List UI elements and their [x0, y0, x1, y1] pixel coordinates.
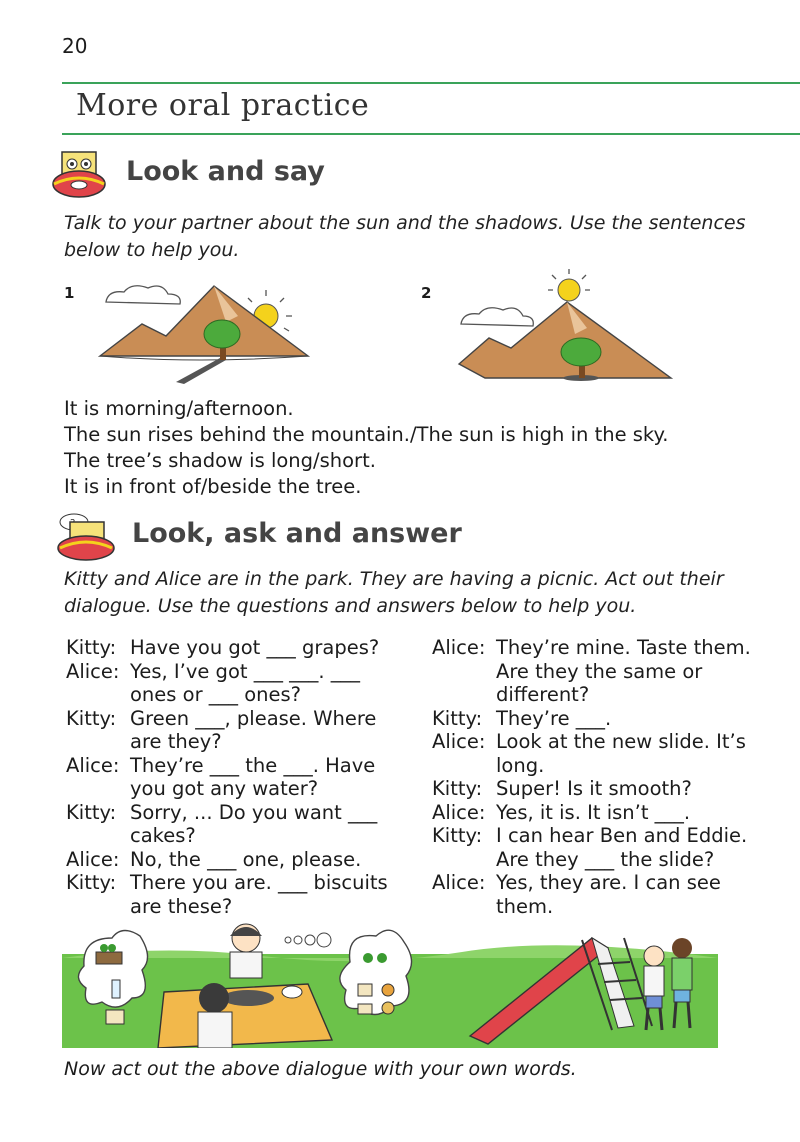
dialogue-turn	[66, 848, 416, 872]
dialogue-line: them.	[496, 894, 554, 918]
speaker: Alice:	[66, 847, 120, 871]
speaker: Kitty:	[432, 777, 483, 800]
park-picnic-illustration	[62, 918, 718, 1048]
dialogue-line: different?	[496, 683, 590, 706]
dialogue-line: cakes?	[130, 824, 196, 847]
dialogue-turn	[66, 754, 416, 801]
dialogue-line: Green ___, please. Where	[130, 706, 377, 730]
dialogue-line: Are they ___ the slide?	[496, 847, 715, 871]
dialogue-line: Have you got ___ grapes?	[130, 636, 380, 659]
sun-icon	[548, 269, 590, 301]
dialogue-turn	[66, 801, 416, 848]
page-number: 20	[62, 34, 88, 58]
cloud-icon	[461, 308, 533, 326]
dialogue-line: Are they the same or	[496, 659, 703, 683]
dialogue-turn	[432, 824, 782, 871]
speaker: Kitty:	[432, 706, 483, 730]
dialogue-turn	[432, 801, 782, 825]
figure-2-noon	[455, 268, 677, 388]
look-and-say-icon	[48, 150, 110, 200]
dialogue-turn	[432, 777, 782, 801]
dialogue-line: Yes, it is. It isn’t ___.	[496, 800, 691, 824]
dialogue-turn	[432, 871, 782, 918]
look-ask-answer-title: Look, ask and answer	[132, 518, 462, 549]
dialogue-line: are they?	[130, 730, 222, 753]
speaker: Kitty:	[66, 871, 117, 894]
speaker: Alice:	[432, 800, 486, 824]
speaker: Alice:	[432, 871, 486, 894]
dialogue-turn	[66, 871, 416, 918]
dialogue-line: long.	[496, 753, 545, 777]
speaker: Alice:	[432, 730, 486, 753]
speaker: Alice:	[66, 659, 120, 683]
final-instruction: Now act out the above dialogue with your own words.	[64, 1058, 577, 1080]
speaker: Kitty:	[432, 824, 483, 847]
dialogue-line: Look at the new slide. It’s	[496, 730, 746, 753]
top-rule	[62, 82, 800, 84]
dialogue-turn	[66, 636, 416, 660]
dialogue-line: They’re mine. Taste them.	[496, 636, 751, 659]
look-ask-answer-icon	[52, 512, 118, 562]
figure-1-morning	[98, 272, 320, 388]
speaker: Kitty:	[66, 800, 117, 824]
dialogue-left	[66, 636, 416, 918]
dialogue-turn	[432, 707, 782, 731]
dialogue-line: ones or ___ ones?	[130, 683, 302, 706]
dialogue-line: They’re ___.	[496, 706, 612, 730]
look-and-say-sentences	[64, 396, 668, 500]
speaker: Alice:	[432, 636, 486, 659]
dialogue-line: Super! Is it smooth?	[496, 777, 692, 800]
section-title: More oral practice	[76, 88, 370, 123]
cloud-icon	[106, 286, 180, 304]
figure-1-number: 1	[64, 284, 75, 302]
dialogue-right	[432, 636, 782, 918]
dialogue-line: I can hear Ben and Eddie.	[496, 824, 748, 847]
look-ask-answer-instruction: Kitty and Alice are in the park. They are having a picnic. Act out their dialogue. Use the questions and answers below to help you.	[64, 568, 724, 617]
dialogue-turn	[66, 707, 416, 754]
dialogue-line: Sorry, ... Do you want ___	[130, 800, 378, 824]
sentence: It is in front of/beside the tree.	[64, 475, 362, 498]
look-and-say-title: Look and say	[126, 156, 325, 187]
dialogue-turn	[432, 636, 782, 707]
speaker: Kitty:	[66, 636, 117, 659]
speaker: Alice:	[66, 753, 120, 777]
sentence: The tree’s shadow is long/short.	[64, 449, 376, 472]
dialogue-turn	[66, 660, 416, 707]
sentence: It is morning/afternoon.	[64, 397, 294, 420]
dialogue-line: you got any water?	[130, 777, 319, 800]
dialogue-line: They’re ___ the ___. Have	[130, 753, 376, 777]
dialogue-line: There you are. ___ biscuits	[130, 871, 388, 894]
dialogue-turn	[432, 730, 782, 777]
sentence: The sun rises behind the mountain./The sun is high in the sky.	[64, 423, 669, 446]
dialogue-line: Yes, I’ve got ___ ___. ___	[130, 659, 361, 683]
figure-2-number: 2	[421, 284, 432, 302]
speaker: Kitty:	[66, 706, 117, 730]
look-and-say-instruction: Talk to your partner about the sun and the shadows. Use the sentences below to help you.	[64, 212, 746, 261]
bottom-rule	[62, 133, 800, 135]
dialogue-line: Yes, they are. I can see	[496, 871, 721, 894]
dialogue-line: No, the ___ one, please.	[130, 847, 362, 871]
dialogue-line: are these?	[130, 894, 233, 918]
